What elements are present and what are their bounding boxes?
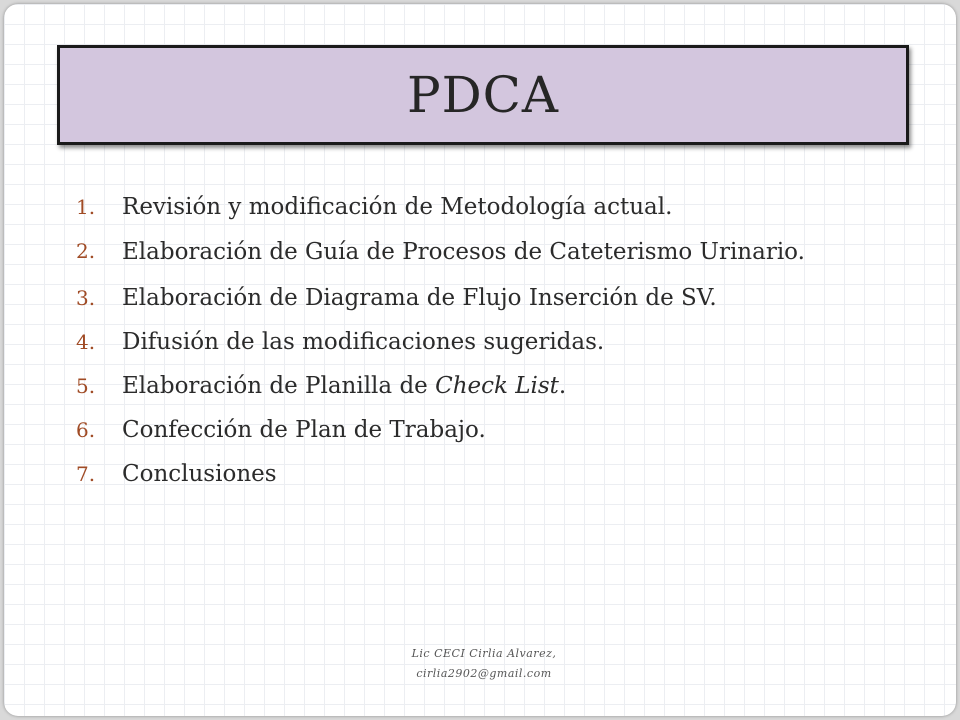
list-item-text-italic: Check List [435, 373, 559, 399]
slide-title: PDCA [406, 66, 560, 124]
list-item-text: Conclusiones [122, 461, 277, 487]
title-box [57, 45, 909, 145]
numbered-list [68, 187, 828, 498]
footer-email: cirlia2902@gmail.com [416, 667, 552, 680]
list-item-text: Elaboración de Diagrama de Flujo Inserción de SV. [122, 285, 717, 311]
list-item [68, 187, 828, 227]
slide [4, 4, 956, 716]
footer-author: Lic CECI Cirlia Alvarez, [411, 647, 557, 660]
list-item-number: 3. [76, 286, 96, 310]
list-item-text: Revisión y modificación de Metodología actual. [122, 194, 673, 220]
list-item-number: 6. [76, 418, 96, 442]
list-item-text [122, 366, 828, 406]
list-item-text: Elaboración de Guía de Procesos de Cateterismo Urinario. [122, 239, 805, 265]
list-item-number: 2. [76, 239, 96, 263]
list-item [68, 231, 828, 274]
list-item-text-before: Elaboración de Planilla de [122, 373, 436, 399]
list-item [68, 278, 828, 318]
list-item-text: Difusión de las modificaciones sugeridas. [122, 329, 605, 355]
footer-credit [354, 644, 614, 684]
list-item-number: 4. [76, 330, 96, 354]
list-item-text: Confección de Plan de Trabajo. [122, 417, 486, 443]
list-item-text-after: . [558, 373, 567, 399]
list-item-number: 5. [76, 374, 96, 398]
list-item [68, 410, 828, 450]
list-item [68, 322, 828, 362]
list-item-number: 7. [76, 462, 96, 486]
list-item [68, 366, 828, 406]
list-item-number: 1. [76, 195, 96, 219]
list-item [68, 454, 828, 494]
